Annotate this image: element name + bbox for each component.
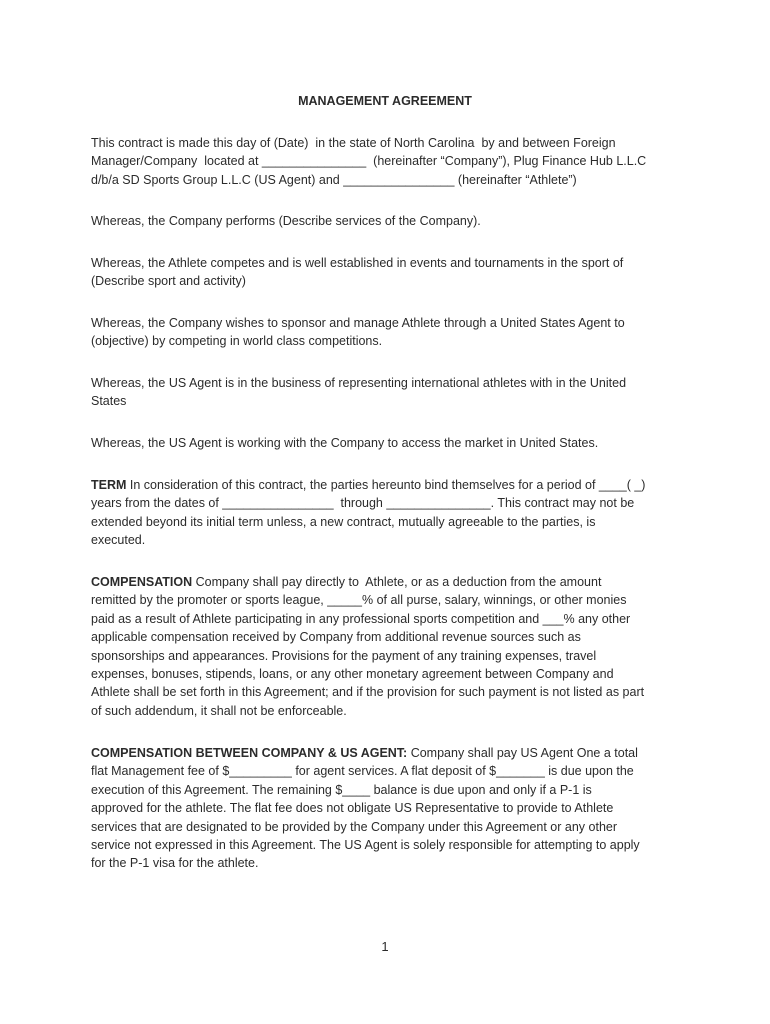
document-title: MANAGEMENT AGREEMENT — [298, 94, 472, 108]
term-line — [91, 476, 681, 494]
whereas-line: (Describe sport and activity) — [91, 274, 246, 289]
term-heading: TERM — [91, 478, 127, 492]
compensation-line: expenses, bonuses, stipends, loans, or any other monetary agreement between Company and — [91, 667, 614, 682]
compensation-agent-paragraph — [91, 744, 681, 873]
whereas-line: Whereas, the Company performs (Describe services of the Company). — [91, 214, 481, 228]
term-line: years from the dates of ________________ through _______________. This contract may not be — [91, 496, 635, 511]
intro-line: Manager/Company located at _______________ (hereinafter “Company”), Plug Finance Hub L.L.C — [91, 154, 647, 169]
compensation-line: applicable compensation received by Company from additional revenue sources such as — [91, 630, 581, 645]
intro-line: This contract is made this day of (Date) in the state of North Carolina by and between Foreign — [91, 136, 616, 150]
compensation-line: Athlete shall be set forth in this Agreement; and if the provision for such payment is not listed as part — [91, 685, 645, 700]
whereas-line: Whereas, the Company wishes to sponsor and manage Athlete through a United States Agent to — [91, 316, 625, 330]
compensation-agent-text: Company shall pay US Agent One a total — [407, 746, 638, 760]
whereas-paragraph-3 — [91, 314, 681, 351]
compensation-agent-line: for the P-1 visa for the athlete. — [91, 856, 259, 871]
compensation-line — [91, 573, 681, 591]
compensation-line: paid as a result of Athlete participating in any professional sports competition and ___% any other — [91, 611, 631, 626]
compensation-agent-line: approved for the athlete. The flat fee does not obligate US Representative to provide to Athlete — [91, 801, 614, 816]
compensation-agent-line: flat Management fee of $_________ for agent services. A flat deposit of $_______ is due upon the — [91, 764, 634, 779]
compensation-line: sponsorships and appearances. Provisions for the payment of any training expenses, travel — [91, 648, 597, 663]
whereas-line: Whereas, the US Agent is working with the Company to access the market in United States. — [91, 436, 599, 450]
intro-paragraph — [91, 134, 681, 189]
compensation-agent-heading: COMPENSATION BETWEEN COMPANY & US AGENT: — [91, 746, 408, 760]
whereas-paragraph-5 — [91, 434, 681, 452]
term-line: extended beyond its initial term unless, a new contract, mutually agreeable to the parties, is — [91, 514, 596, 529]
whereas-paragraph-4 — [91, 374, 681, 411]
intro-line: d/b/a SD Sports Group L.L.C (US Agent) and ________________ (hereinafter “Athlete”) — [91, 172, 577, 187]
compensation-line: remitted by the promoter or sports league, _____% of all purse, salary, winnings, or other monies — [91, 593, 627, 608]
whereas-paragraph-1 — [91, 212, 681, 230]
compensation-heading: COMPENSATION — [91, 575, 193, 589]
whereas-line: Whereas, the Athlete competes and is well established in events and tournaments in the sport of — [91, 256, 624, 270]
whereas-line: (objective) by competing in world class competitions. — [91, 334, 383, 349]
compensation-agent-line: service not expressed in this Agreement. The US Agent is solely responsible for attempting to apply — [91, 838, 640, 853]
whereas-line: States — [91, 394, 127, 409]
compensation-agent-line: services that are designated to be provided by the Company under this Agreement or any other — [91, 819, 618, 834]
compensation-agent-line: execution of this Agreement. The remaining $____ balance is due upon and only if a P-1 is — [91, 782, 592, 797]
compensation-line: of such addendum, it shall not be enforceable. — [91, 703, 347, 718]
compensation-paragraph — [91, 573, 681, 720]
term-paragraph — [91, 476, 681, 550]
term-text: In consideration of this contract, the parties hereunto bind themselves for a period of ____( _) — [126, 478, 646, 492]
page-number: 1 — [381, 939, 389, 954]
whereas-line: Whereas, the US Agent is in the business of representing international athletes with in the United — [91, 376, 627, 390]
compensation-text: Company shall pay directly to Athlete, or as a deduction from the amount — [192, 575, 602, 589]
compensation-agent-line — [91, 744, 681, 762]
term-line: executed. — [91, 533, 146, 548]
whereas-paragraph-2 — [91, 254, 681, 291]
